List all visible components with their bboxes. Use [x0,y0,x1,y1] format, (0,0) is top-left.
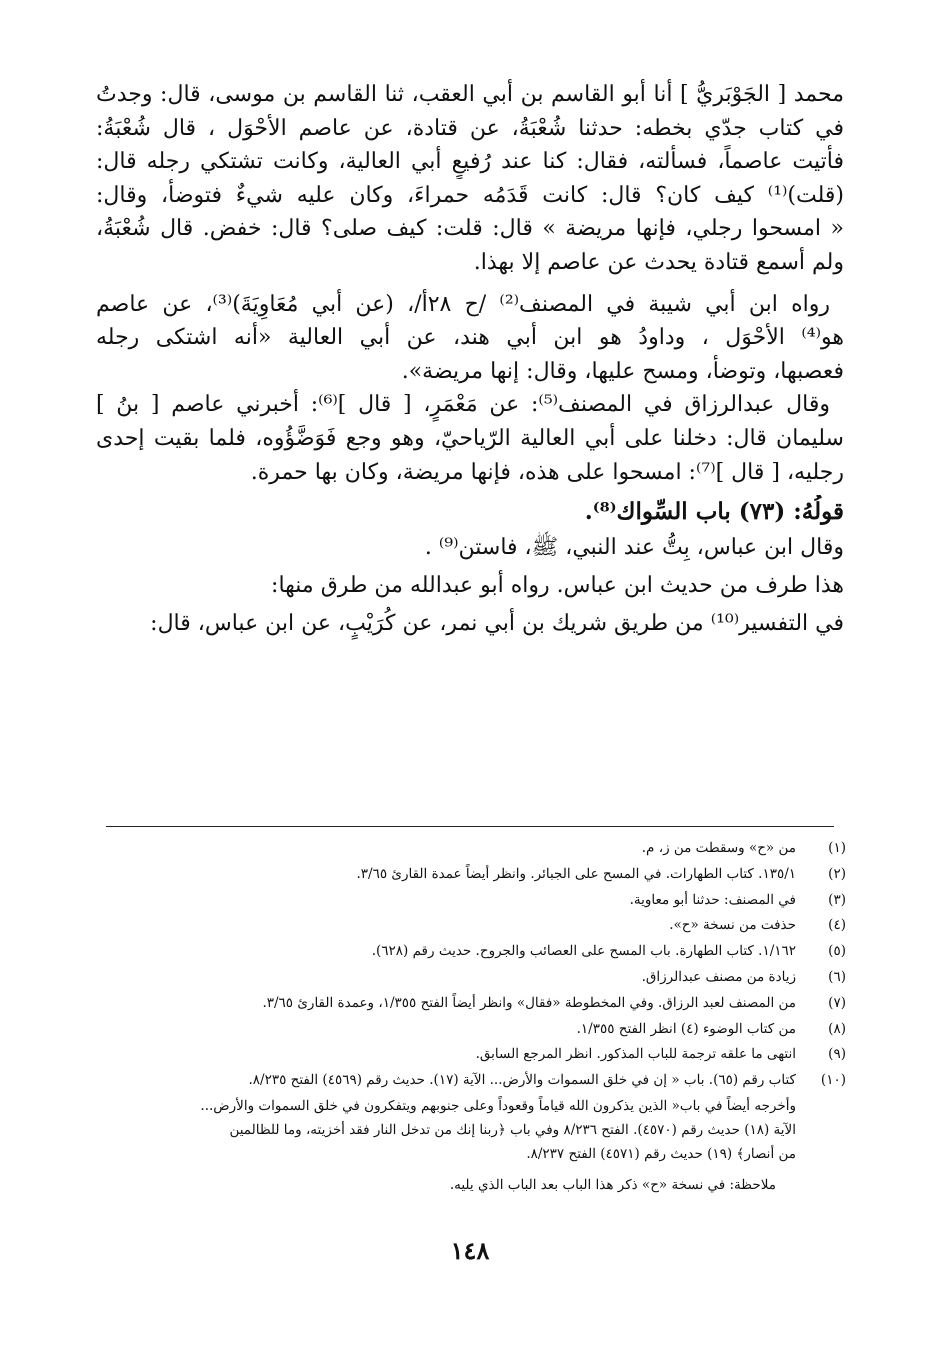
text-line: هو⁽⁴⁾ الأحْوَل ، وداودُ هو ابن أبي هند، عن أبي العالية «أنه اشتكى رجله [96,325,844,351]
footnote-continuation: الآية (١٨) حديث رقم (٤٥٧٠). الفتح ٨/٢٣٦ وفي باب ﴿ربنا إنك من تدخل النار فقد أخزيته، وما للظالمين [229,1121,796,1138]
footnote-number: (٧) [828,994,846,1011]
text-line: فعصبها، وتوضأ، ومسح عليها، وقال: إنها مريضة». [401,358,844,384]
footnote-text: من «ح» وسقطت من ز، م. [641,840,796,856]
text-line: (قلت)⁽¹⁾ كيف كان؟ قال: كانت قَدَمُه حمراءَ، وكان عليه شيءٌ فتوضأ، وقال: [96,182,844,208]
footnote-number: (٢) [828,865,846,882]
text-line: محمد [ الجَوْبَريُّ ] أنا أبو القاسم بن أبي العقب، ثنا القاسم بن موسى، قال: وجدتُ [96,82,844,107]
footnote [102,991,846,1017]
footnote-text: من كتاب الوضوء (٤) انظر الفتح ١/٣٥٥. [576,1020,796,1037]
text-line: « امسحوا رجلي، فإنها مريضة » قال: قلت: كيف صلى؟ قال: خفض. قال شُعْبَةُ، [96,216,844,242]
footnote-number: (١) [828,840,846,856]
footnote [102,1068,846,1094]
text-line: ولم أسمع قتادة يحدث عن عاصم إلا بهذا. [473,249,844,275]
footnote-text: انتهى ما علقه ترجمة للباب المذكور. انظر المرجع السابق. [475,1046,796,1063]
footnote [102,1017,846,1043]
footnote [102,888,846,914]
footnote [102,965,846,991]
main-text [96,78,844,643]
text-line: في التفسير⁽¹⁰⁾ من طريق شريك بن أبي نمر، عن كُرَيْبٍ، عن ابن عباس، قال: [150,610,844,636]
footnote [102,939,846,965]
text-line: هذا طرف من حديث ابن عباس. رواه أبو عبدالله من طرق منها: [271,572,844,598]
footnote-divider [106,826,834,827]
text-line: فأتيت عاصماً، فسألته، فقال: كنا عند رُفيعٍ أبي العالية، وكانت تشتكي رجله قال: [96,149,844,175]
footnote-text: من المصنف لعبد الرزاق. وفي المخطوطة «فقال» وانظر أيضاً الفتح ١/٣٥٥، وعمدة القارئ ٣/٦٥. [262,994,796,1011]
page-number: ١٤٨ [450,1236,490,1265]
footnote-number: (٣) [828,891,846,908]
text-line: رواه ابن أبي شيبة في المصنف⁽²⁾ /ح ٢٨أ/، (عن أبي مُعَاوِيَةَ)⁽³⁾، عن عاصم [96,291,830,317]
section-heading: قولُهُ: (٧٣) باب السِّواك⁽⁸⁾. [584,498,844,526]
text-line: في كتاب جدّي بخطه: حدثنا شُعْبَةُ، عن قتادة، عن عاصم الأحْوَل ، قال شُعْبَةُ: [96,115,844,141]
footnote [102,913,846,939]
text-line: رجليه، [ قال ]⁽⁷⁾: امسحوا على هذه، فإنها مريضة، وكان بها حمرة. [250,459,844,485]
footnote [102,862,846,888]
footnotes [102,836,846,1198]
footnote-number: (٨) [828,1020,846,1037]
footnote-number: (٦) [828,968,846,985]
footnote-text: كتاب رقم (٦٥). باب « إن في خلق السموات والأرض... الآية (١٧). حديث رقم (٤٥٦٩) الفتح ٨/٢٣٥. [248,1072,796,1089]
footnote-text: في المصنف: حدثنا أبو معاوية. [629,891,796,908]
footnote-number: (٥) [828,943,846,960]
footnote-number: (٤) [828,917,846,934]
footnote-text: حذفت من نسخة «ح». [669,917,796,934]
editorial-note: ملاحظة: في نسخة «ح» ذكر هذا الباب بعد الباب الذي يليه. [449,1176,776,1193]
footnote-text: زيادة من مصنف عبدالرزاق. [641,968,796,985]
text-line: سليمان قال: دخلنا على أبي العالية الرّياحيّ، وهو وجع فَوَضَّؤُوه، فلما بقيت إحدى [96,425,844,451]
footnote-number: (١٠) [820,1072,846,1089]
footnote-text: ١٣٥/١. كتاب الطهارات. في المسح على الجبائر. وانظر أيضاً عمدة القارئ ٣/٦٥. [356,865,796,882]
footnote [102,836,846,862]
footnote-continuation: من أنصار﴾ (١٩) حديث رقم (٤٥٧١) الفتح ٨/٢٣٧. [526,1145,796,1162]
footnote-text: ١/١٦٢. كتاب الطهارة. باب المسح على العصائب والجروح. حديث رقم (٦٢٨). [371,943,796,960]
footnote-continuation: وأخرجه أيضاً في باب« الذين يذكرون الله قياماً وقعوداً وعلى جنوبهم ويتفكرون في خلق السموات والأرض... [200,1097,796,1114]
footnote [102,1042,846,1068]
footnote-number: (٩) [828,1046,846,1063]
text-line: وقال ابن عباس، بِتُّ عند النبي، ﷺ، فاستن⁽⁹⁾ . [424,534,844,560]
text-line: وقال عبدالرزاق في المصنف⁽⁵⁾: عن مَعْمَرٍ، [ قال ]⁽⁶⁾: أخبرني عاصم [ بنُ ] [96,392,830,418]
